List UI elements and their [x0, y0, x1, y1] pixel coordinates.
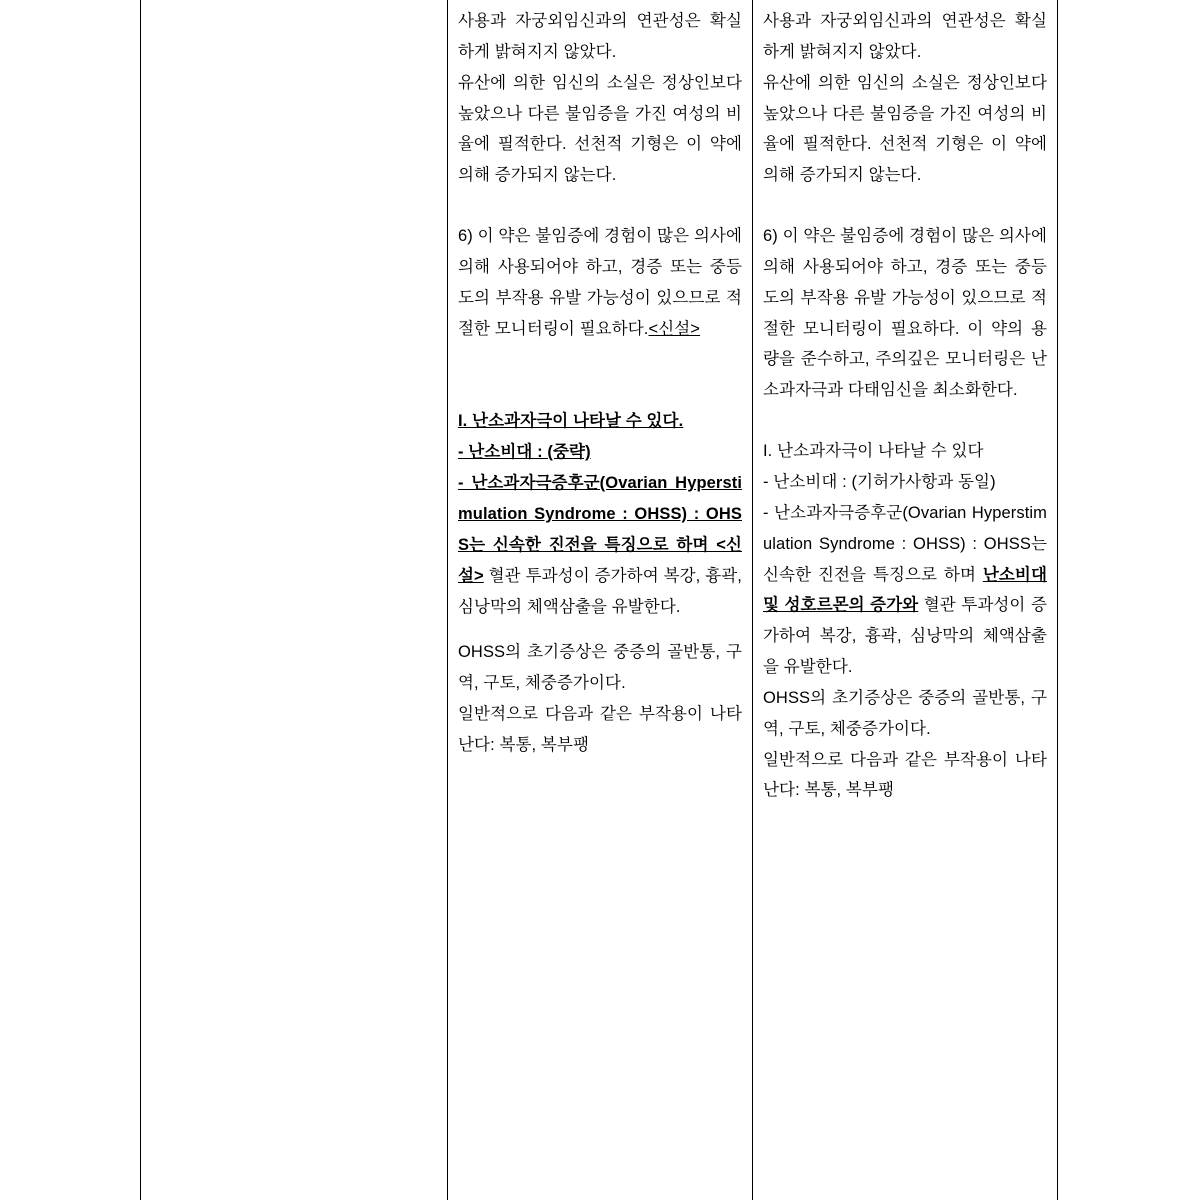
paragraph: 일반적으로 다음과 같은 부작용이 나타난다: 복통, 복부팽	[458, 705, 742, 754]
list-item	[763, 498, 1047, 683]
heading-paragraph: I. 난소과자극이 나타날 수 있다	[763, 442, 984, 461]
paragraph-spacer	[458, 344, 742, 406]
paragraph: 6) 이 약은 불임증에 경험이 많은 의사에 의해 사용되어야 하고, 경증 또는 중등도의 부작용 유발 가능성이 있으므로 적절한 모니터링이 필요하다. 이 약의 용량을 준수하고, 주의깊은 모니터링은 난소과자극과 다태임신을 최소화한다.	[763, 227, 1047, 400]
paragraph-text: 6) 이 약은 불임증에 경험이 많은 의사에 의해 사용되어야 하고, 경증 또는 중등도의 부작용 유발 가능성이 있으므로 적절한 모니터링이 필요하다.	[458, 227, 742, 338]
paragraph: 유산에 의한 임신의 소실은 정상인보다 높았으나 다른 불임증을 가진 여성의 비율에 필적한다. 선천적 기형은 이 약에 의해 증가되지 않는다.	[763, 73, 1047, 185]
paragraph	[458, 221, 742, 344]
paragraph: 사용과 자궁외임신과의 연관성은 확실하게 밝혀지지 않았다.	[763, 12, 1047, 61]
list-item: - 난소비대 : (기허가사항과 동일)	[763, 472, 996, 491]
inserted-marker: <신설>	[648, 319, 701, 338]
paragraph: 사용과 자궁외임신과의 연관성은 확실하게 밝혀지지 않았다.	[458, 12, 742, 61]
table-cell-middle	[448, 0, 752, 1200]
paragraph: OHSS의 초기증상은 중증의 골반통, 구역, 구토, 체중증가이다.	[763, 688, 1047, 738]
list-item: - 난소비대 : (중략)	[458, 443, 591, 462]
table-border-right	[1057, 0, 1058, 1200]
list-item-rest: 혈관 투과성이 증가하여 복강, 흉곽, 심낭막의 체액삼출을 유발한다.	[763, 596, 1047, 677]
table-cell-left-empty	[141, 0, 447, 1200]
paragraph-spacer	[458, 622, 742, 637]
list-item-emphasis: 난소비대 및 성호르몬의 증가와	[763, 565, 1047, 615]
paragraph: OHSS의 초기증상은 중증의 골반통, 구역, 구토, 체중증가이다.	[458, 643, 742, 693]
paragraph-spacer	[763, 406, 1047, 436]
heading-paragraph: I. 난소과자극이 나타날 수 있다.	[458, 412, 684, 431]
paragraph-spacer	[458, 191, 742, 221]
list-item-start: - 난소과자극증후군(Ovarian Hyperstimulation Syndrome : OHSS) : OHSS는 신속한 진전을 특징으로 하며	[763, 503, 1047, 584]
paragraph: 유산에 의한 임신의 소실은 정상인보다 높았으나 다른 불임증을 가진 여성의 비율에 필적한다. 선천적 기형은 이 약에 의해 증가되지 않는다.	[458, 73, 742, 185]
paragraph-spacer	[763, 191, 1047, 221]
list-item	[458, 468, 742, 622]
paragraph: 일반적으로 다음과 같은 부작용이 나타난다: 복통, 복부팽	[763, 750, 1047, 800]
table-cell-right	[753, 0, 1057, 1200]
list-item-rest: 혈관 투과성이 증가하여 복강, 흉곽, 심낭막의 체액삼출을 유발한다.	[458, 566, 742, 616]
list-item-emphasis: - 난소과자극증후군(Ovarian Hyperstimulation Syndrome : OHSS) : OHSS는 신속한 진전을 특징으로 하며 <신설>	[458, 474, 742, 585]
